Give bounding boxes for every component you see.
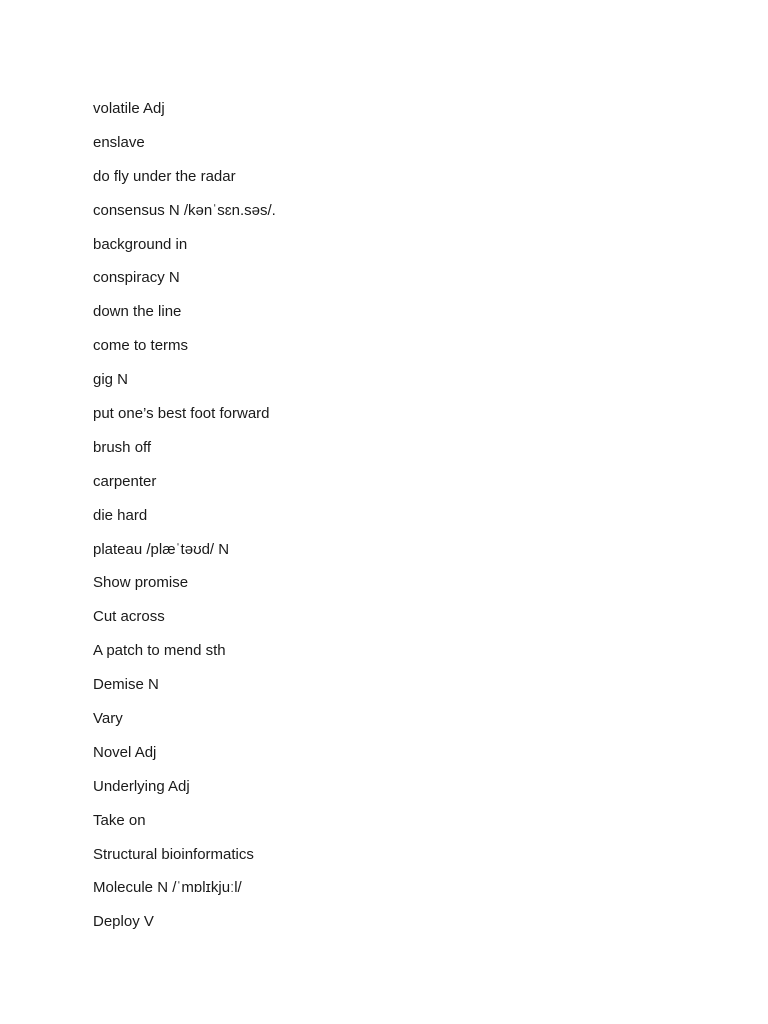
vocabulary-entry: Cut across bbox=[93, 608, 165, 626]
vocabulary-entry: enslave bbox=[93, 133, 145, 151]
vocabulary-entry: brush off bbox=[93, 438, 152, 456]
vocabulary-entry: come to terms bbox=[93, 337, 189, 355]
vocabulary-entry: down the line bbox=[93, 303, 182, 321]
vocabulary-entry: carpenter bbox=[93, 472, 157, 490]
vocabulary-entry: die hard bbox=[93, 506, 148, 524]
vocabulary-entry: plateau /plæˈtəʊd/ N bbox=[93, 540, 230, 558]
vocabulary-entry: background in bbox=[93, 235, 188, 253]
vocabulary-entry: Take on bbox=[93, 811, 146, 829]
vocabulary-entry: volatile Adj bbox=[93, 100, 165, 117]
vocabulary-entry: Underlying Adj bbox=[93, 777, 190, 795]
vocabulary-list bbox=[93, 99, 276, 946]
vocabulary-entry: put one’s best foot forward bbox=[93, 405, 270, 423]
vocabulary-entry: do fly under the radar bbox=[93, 167, 236, 185]
vocabulary-entry: Deploy V bbox=[93, 913, 154, 931]
vocabulary-entry: conspiracy N bbox=[93, 269, 180, 287]
vocabulary-entry: Vary bbox=[93, 710, 123, 728]
vocabulary-entry: Show promise bbox=[93, 574, 189, 592]
vocabulary-entry: Demise N bbox=[93, 676, 159, 694]
vocabulary-entry: Novel Adj bbox=[93, 743, 157, 761]
vocabulary-entry: consensus N /kənˈsɛn.səs/. bbox=[93, 201, 276, 219]
vocabulary-entry: Molecule N /ˈmɒlɪkjuːl/ bbox=[93, 879, 242, 897]
vocabulary-entry: Structural bioinformatics bbox=[93, 845, 254, 863]
vocabulary-entry: gig N bbox=[93, 371, 129, 389]
vocabulary-entry: A patch to mend sth bbox=[93, 642, 226, 660]
